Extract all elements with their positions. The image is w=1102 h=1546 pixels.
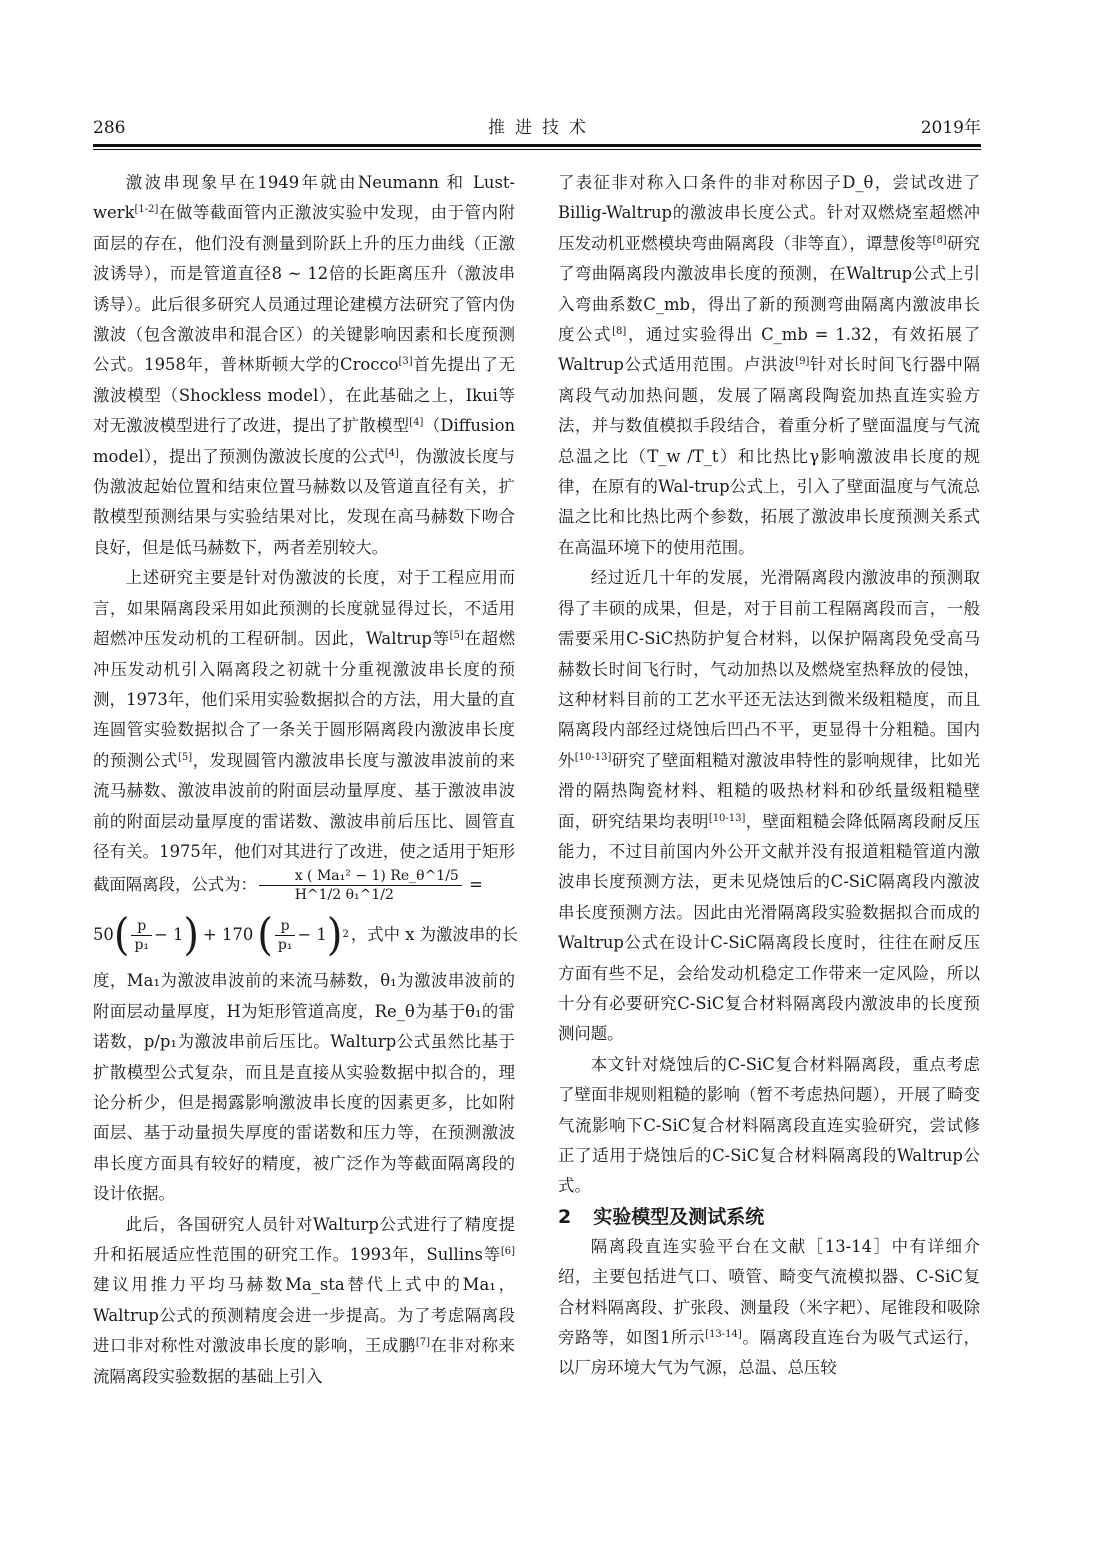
- journal-title: 推进技术: [488, 118, 596, 138]
- paragraph: 本文针对烧蚀后的C-SiC复合材料隔离段，重点考虑了壁面非规则粗糙的影响（暂不考虑热问题），开展了畸变气流影响下C-SiC复合材料隔离段直连实验研究，尝试修正了适用于烧蚀后的C-SiC复合材料隔离段的Waltrup公式。: [558, 1054, 980, 1196]
- citation: [4]: [384, 447, 399, 459]
- citation: [5]: [177, 751, 193, 763]
- formula-numerator: x ( Ma₁² − 1) Re_θ^1/5: [259, 867, 462, 886]
- paren-close: ): [326, 910, 343, 961]
- page-number: 286: [93, 118, 126, 138]
- formula-term: − 1: [154, 925, 184, 945]
- text-run: 在做等截面管内正激波实验中发现，由于管内附面层的存在，他们没有测量到阶跃上升的压力曲线（正激波诱导），而是管道直径8 ~ 12倍的长距离压升（激波串诱导）。此后很多研究人员通过理论建模方法研究了管内伪激波（包含激波串和混合区）的关键影响因素和长度预测公式。1958年，普林斯顿大学的Crocco: [93, 203, 515, 375]
- text-run: 了表征非对称入口条件的非对称因子D_θ，尝试改进了Billig-Waltrup的激波串长度公式。针对双燃烧室超燃冲压发动机亚燃模块弯曲隔离段（非等直），谭慧俊等: [558, 173, 980, 253]
- paren-open: (: [113, 910, 130, 961]
- formula-term: + 170: [203, 925, 254, 945]
- formula-coefficient: 50: [93, 925, 114, 945]
- pressure-ratio-fraction: [131, 917, 152, 954]
- paragraph-continuation: [558, 168, 980, 563]
- text-run: （Diffusion model），提出了预测伪激波长度的公式: [93, 416, 515, 466]
- right-column: [558, 168, 980, 1384]
- text-run: ，壁面粗糙会降低隔离段耐反压能力，不过目前国内外公开文献并没有报道粗糙管道内激波串长度预测方法，更未见烧蚀后的C-SiC隔离段内激波串长度预测方法。因此由光滑隔离段实验数据拟合而成的Waltrup公式在设计C-SiC隔离段长度时，往往在耐反压方面有些不足，会给发动机稳定工作带来一定风险，所以十分有必要研究C-SiC复合材料隔离段内激波串的长度预测问题。: [558, 811, 981, 1044]
- page-header: [93, 116, 981, 140]
- text-run: 经过近几十年的发展，光滑隔离段内激波串的预测取得了丰硕的成果，但是，对于目前工程隔离段而言，一般需要采用C-SiC热防护复合材料，以保护隔离段免受高马赫数长时间飞行时，气动加热以及燃烧室热释放的侵蚀，这种材料目前的工艺水平还无法达到微米级粗糙度，而且隔离段内部经过烧蚀后凹凸不平，更显得十分粗糙。国内外: [558, 568, 980, 770]
- formula-denominator: p₁: [134, 936, 150, 953]
- waltrup-formula-rhs: [93, 904, 518, 966]
- formula-numerator: p: [131, 917, 152, 936]
- paragraph: [558, 563, 980, 1050]
- citation: [4]: [409, 417, 424, 429]
- section-number: 2: [558, 1205, 572, 1228]
- pressure-ratio-fraction: [275, 917, 296, 954]
- citation: [6]: [500, 1246, 515, 1257]
- text-run: 隔离段直连实验平台在文献［13-14］中有详细介绍，主要包括进气口、喷管、畸变气流模拟器、C-SiC复合材料隔离段、扩张段、测量段（米字耙）、尾锥段和吸除旁路等，如图1所示: [558, 1236, 980, 1348]
- paragraph: [93, 168, 515, 563]
- citation: [7]: [415, 1337, 431, 1349]
- text-run: 上述研究主要是针对伪激波的长度，对于工程应用而言，如果隔离段采用如此预测的长度就显得过长，不适用超燃冲压发动机的工程研制。因此，Waltrup等: [93, 568, 515, 649]
- paragraph: [93, 1210, 515, 1392]
- left-column: [93, 168, 518, 1392]
- text-run: 在非对称来流隔离段实验数据的基础上引入: [93, 1336, 516, 1386]
- header-rule-thin: [93, 149, 981, 150]
- text-run: ，式中 x 为激波串的长: [350, 925, 518, 945]
- text-run: 度，Ma₁为激波串波前的来流马赫数，θ₁为激波串波前的附面层动量厚度，H为矩形管道高度，Re_θ为基于θ₁的雷诺数，p/p₁为激波串前后压比。Walturp公式虽然比基于扩散模型公式复杂，而且是直接从实验数据中拟合的，理论分析少，但是揭露影响激波串长度的因素更多，比如附面层、基于动量损失厚度的雷诺数和压力等，在预测激波串长度方面具有较好的精度，被广泛作为等截面隔离段的设计依据。: [93, 971, 515, 1204]
- paragraph: [558, 1232, 980, 1384]
- text-run: 激波串现象早在1949年就由Neumann 和 Lust-werk: [93, 173, 515, 223]
- formula-exponent: 2: [342, 929, 349, 941]
- text-run: 首先提出了无激波模型（Shockless model），在此基础之上，Ikui等对无激波模型进行了改进，提出了扩散模型: [93, 355, 515, 436]
- text-run: 针对长时间飞行器中隔离段气动加热问题，发展了隔离段陶瓷加热直连实验方法，并与数值模拟手段结合，着重分析了壁面温度与气流总温之比（T_w /T_t）和比热比γ影响激波串长度的规律，在原有的Wal-trup公式上，引入了壁面温度与气流总温之比和比热比两个参数，拓展了激波串长度预测关系式在高温环境下的使用范围。: [558, 355, 980, 557]
- formula-denominator: p₁: [277, 936, 293, 953]
- formula-numerator: p: [275, 917, 296, 936]
- text-run: 研究了弯曲隔离段内激波串长度的预测，在Waltrup公式上引入弯曲系数C_mb，得出了新的预测弯曲隔离内激波串长度公式: [558, 233, 980, 345]
- citation: [10-13]: [574, 751, 612, 763]
- paragraph-continuation: [93, 966, 515, 1209]
- citation: [8]: [932, 234, 947, 246]
- text-run: 建议用推力平均马赫数Ma_sta替代上式中的Ma₁，Waltrup公式的预测精度会进一步提高。为了考虑隔离段进口非对称性对激波串长度的影响，王成鹏: [93, 1275, 515, 1356]
- citation: [9]: [795, 356, 810, 368]
- section-title: 实验模型及测试系统: [593, 1205, 765, 1228]
- publication-year: 2019年: [920, 118, 981, 138]
- text-run: 研究了壁面粗糙对激波串特性的影响规律，比如光滑的隔热陶瓷材料、粗糙的吸热材料和砂纸量级粗糙壁面，研究结果均表明: [558, 750, 981, 831]
- formula-equals: =: [469, 875, 483, 895]
- text-run: 。隔离段直连台为吸气式运行，以厂房环境大气为气源，总温、总压较: [558, 1328, 981, 1378]
- text-run: ，伪激波长度与伪激波起始位置和结束位置马赫数以及管道直径有关，扩散模型预测结果与实验结果对比，发现在高马赫数下吻合良好，但是低马赫数下，两者差别较大。: [93, 446, 516, 557]
- citation: [13-14]: [705, 1329, 742, 1341]
- paragraph: [93, 563, 515, 904]
- text-run: 在超燃冲压发动机引入隔离段之初就十分重视激波串长度的预测，1973年，他们采用实验数据拟合的方法，用大量的直连圆管实验数据拟合了一条关于圆形隔离段内激波串长度的预测公式: [93, 629, 515, 770]
- text-run: ，通过实验得出 C_mb = 1.32，有效拓展了Waltrup公式适用范围。卢洪波: [558, 325, 981, 375]
- section-heading: [558, 1202, 980, 1232]
- paren-open: (: [257, 910, 273, 961]
- citation: [10-13]: [708, 812, 746, 824]
- citation: [1-2]: [134, 204, 159, 216]
- citation: [5]: [449, 630, 464, 642]
- formula-denominator: H^1/2 θ₁^1/2: [294, 887, 394, 904]
- header-rule-thick: [93, 144, 981, 147]
- citation: [3]: [398, 356, 413, 368]
- formula-lhs-fraction: [259, 867, 462, 904]
- citation: [8]: [612, 326, 627, 338]
- formula-term: − 1: [297, 925, 327, 945]
- paren-close: ): [183, 910, 200, 961]
- text-run: 此后，各国研究人员针对Walturp公式进行了精度提升和拓展适应性范围的研究工作。1993年，Sullins等: [93, 1214, 515, 1264]
- text-run: ，发现圆管内激波串长度与激波串波前的来流马赫数、激波串波前的附面层动量厚度、基于激波串波前的附面层动量厚度的雷诺数、激波串前后压比、圆管直径有关。1975年，他们对其进行了改进，使之适用于矩形截面隔离段，公式为：: [93, 750, 516, 895]
